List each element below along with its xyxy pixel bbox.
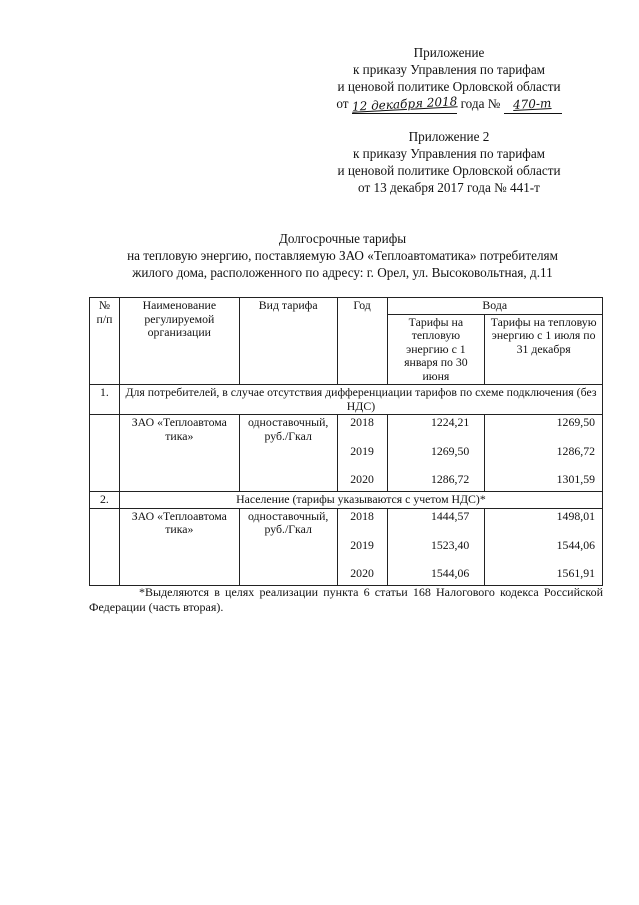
title-line-3: жилого дома, расположенного по адресу: г. Орел, ул. Высоковольтная, д.11 [132, 265, 553, 280]
appendix-2-line-2: к приказу Управления по тарифам [352, 146, 546, 161]
header-period-2: Тарифы на тепловую энергию с 1 июля по 31 декабря [485, 314, 603, 385]
appendix-2-header [299, 128, 599, 196]
value-cell: 1286,72 [556, 444, 595, 458]
year-cell: 2018 [350, 415, 374, 429]
document-title [60, 230, 625, 281]
title-line-2: на тепловую энергию, поставляемую ЗАО «Теплоавтоматика» потребителям [127, 248, 558, 263]
value-cell: 1224,21 [430, 415, 470, 429]
section-1-years [337, 415, 387, 492]
year-cell: 2019 [350, 537, 374, 552]
header-org: Наименование регулируемой организации [119, 298, 239, 385]
section-1-title-row [90, 385, 603, 415]
section-1-type: одноставочный, руб./Гкал [239, 415, 337, 492]
value-cell: 1301,59 [556, 472, 595, 486]
section-2-years [337, 508, 387, 585]
header-water: Вода [387, 298, 602, 315]
year-cell: 2020 [350, 472, 374, 486]
year-cell: 2018 [350, 508, 374, 523]
section-2-period-1-values [387, 508, 485, 585]
date-suffix: года № [460, 96, 501, 111]
table-header-row [90, 298, 603, 315]
section-2-num: 2. [90, 492, 120, 509]
section-2-data-row [90, 508, 603, 585]
section-1-data-row [90, 415, 603, 492]
appendix-1-line-3: и ценовой политике Орловской области [337, 79, 561, 94]
handwritten-number: 470-т [504, 95, 562, 114]
handwritten-date: 12 декабря 2018 [351, 94, 458, 114]
footnote: *Выделяются в целях реализации пункта 6 статьи 168 Налогового кодекса Российской Федерации (часть вторая). [89, 585, 603, 614]
header-period-1: Тарифы на тепловую энергию с 1 января по 30 июня [387, 314, 485, 385]
section-2-title: Население (тарифы указываются с учетом НДС)* [119, 492, 602, 509]
value-cell: 1444,57 [430, 508, 470, 523]
section-1-period-2-values [485, 415, 603, 492]
section-1-title: Для потребителей, в случае отсутствия дифференциации тарифов по схеме подключения (без НДС) [119, 385, 602, 415]
tariffs-table [89, 297, 603, 586]
appendix-1-header [299, 44, 599, 114]
section-1-num: 1. [90, 385, 120, 415]
section-2-title-row [90, 492, 603, 509]
year-cell: 2019 [350, 444, 374, 458]
value-cell: 1269,50 [556, 415, 595, 429]
section-2-period-2-values [485, 508, 603, 585]
section-1-period-1-values [387, 415, 485, 492]
value-cell: 1523,40 [430, 537, 470, 552]
section-2-type: одноставочный, руб./Гкал [239, 508, 337, 585]
appendix-2-line-3: и ценовой политике Орловской области [337, 163, 561, 178]
value-cell: 1286,72 [430, 472, 470, 486]
value-cell: 1544,06 [556, 537, 595, 552]
title-line-1: Долгосрочные тарифы [278, 231, 407, 246]
value-cell: 1269,50 [430, 444, 470, 458]
year-cell: 2020 [350, 565, 374, 580]
header-type: Вид тарифа [239, 298, 337, 385]
date-prefix: от [336, 96, 349, 111]
header-num: № п/п [90, 298, 120, 385]
appendix-1-line-1: Приложение [413, 45, 485, 60]
value-cell: 1498,01 [556, 508, 595, 523]
value-cell: 1561,91 [556, 565, 595, 580]
appendix-2-line-1: Приложение 2 [408, 129, 490, 144]
section-1-org: ЗАО «Теплоавтома тика» [119, 415, 239, 492]
appendix-2-line-4: от 13 декабря 2017 года № 441-т [358, 180, 540, 195]
header-year: Год [337, 298, 387, 385]
value-cell: 1544,06 [430, 565, 470, 580]
appendix-1-date-line [299, 95, 599, 114]
appendix-1-line-2: к приказу Управления по тарифам [352, 62, 546, 77]
section-2-org: ЗАО «Теплоавтома тика» [119, 508, 239, 585]
